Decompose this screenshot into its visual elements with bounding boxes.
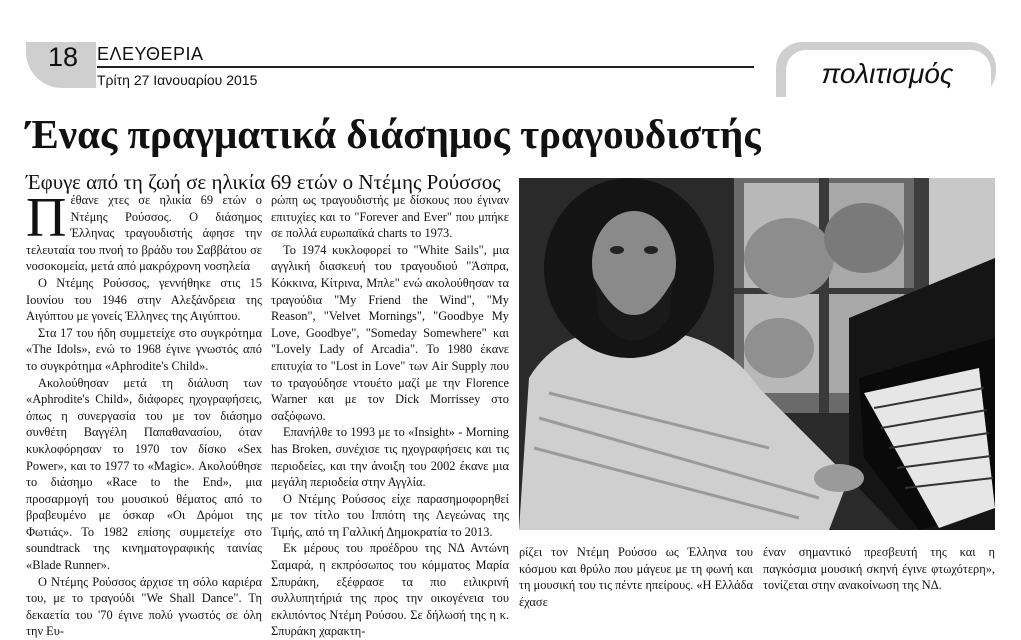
article-photo bbox=[519, 178, 995, 530]
paragraph: Ο Ντέμης Ρούσσος, γεννήθηκε στις 15 Ιουνίου του 1946 στην Αλεξάνδρεια της Αιγύπτου με γονείς Έλληνες της Αιγύπτου. bbox=[26, 275, 262, 324]
section-label: πολιτισμός bbox=[821, 58, 954, 89]
paragraph-text: έθανε χτες σε ηλικία 69 ετών ο Ντέμης Ρούσσος. Ο διάσημος Έλληνας τραγουδιστής άφησε την τελευταία του πνοή το βράδυ του Σαββάτου σε νοσοκομεία, μετά από μακρόχρονη νοσηλεία bbox=[26, 193, 262, 274]
issue-date: Τρίτη 27 Ιανουαρίου 2015 bbox=[97, 72, 258, 88]
paragraph: Επανήλθε το 1993 με το «Insight» - Morning has Broken, συνέχισε τις ηχογραφήσεις και τις περιοδείες, και την άνοιξη του 2002 έκανε μια μεγάλη περιοδεία στην Αγγλία. bbox=[271, 425, 509, 490]
paragraph: Εκ μέρους του προέδρου της ΝΔ Αντώνη Σαμαρά, η εκπρόσωπος του κόμματος Μαρία Σπυράκη, εξέφρασε τα πιο ειλικρινή συλλυπητήριά της προς την οικογένεια του εκλιπόντος Ντέμη Ρούσου. Σε δήλωσή της η κ. Σπυράκη χαρακτη- bbox=[271, 541, 509, 639]
article-column-3 bbox=[519, 544, 753, 610]
paragraph: Στα 17 του ήδη συμμετείχε στο συγκρότημα «The Idols», ενώ το 1968 έγινε γνωστός από το συγκρότημα «Aphrodite's Child». bbox=[26, 325, 262, 373]
article-column-2 bbox=[271, 192, 509, 640]
paragraph: ρίζει τον Ντέμη Ρούσσο ως Έλληνα του κόσμου και θρύλο που μάγευε με τη φωνή και τη μουσική του τις πέντε ηπείρους. «Η Ελλάδα έχασε bbox=[519, 545, 753, 609]
paragraph bbox=[26, 187, 262, 275]
paragraph: ρώπη ως τραγουδιστής με δίσκους που έγιναν επιτυχίες και το "Forever and Ever" που μπήκε σε πολλά ευρωπαϊκά charts το 1973. bbox=[271, 193, 509, 241]
article-column-4 bbox=[763, 544, 995, 594]
drop-cap: Π bbox=[26, 187, 67, 249]
singer-at-piano-photo bbox=[519, 178, 995, 530]
paragraph: Ο Ντέμης Ρούσσος είχε παρασημοφορηθεί με τον τίτλο του Ιππότη της Λεγεώνας της Τιμής, από τη Γαλλική Δημοκρατία το 2013. bbox=[271, 491, 509, 539]
paragraph: Ο Ντέμης Ρούσσος άρχισε τη σόλο καριέρα του, με το τραγούδι "We Shall Dance". Τη δεκαετία του '70 έγινε πολύ γνωστός σε όλη την Ευ- bbox=[26, 574, 262, 639]
newspaper-name: ΕΛΕΥΘΕΡΙΑ bbox=[97, 44, 204, 64]
paragraph: έναν σημαντικό πρεσβευτή της και η παγκόσμια μουσική σκηνή έγινε φτωχότερη», τονίζεται στην ανακοίνωση της ΝΔ. bbox=[763, 545, 995, 593]
paragraph: Το 1974 κυκλοφορεί το "White Sails", μια αγγλική διασκευή του τραγουδιού "Άσπρα, Κόκκινα, Κίτρινα, Μπλε" ενώ ακολούθησαν τα τραγούδια "My Friend the Wind", "My Reason", "Velvet Mornings", "Goodbye My Love, Goodbye", "Someday Somewhere" και "Lovely Lady of Arcadia". Το 1980 έκανε επιτυχία το "Lost in Love" των Air Supply που το τραγούδησε ντουέτο μαζί με την Florence Warner και με τον Dick Morrissey στο σαξόφωνο. bbox=[271, 242, 509, 423]
header-divider bbox=[97, 66, 754, 68]
page-number: 18 bbox=[48, 42, 79, 72]
article-column-1 bbox=[26, 187, 262, 640]
article-subheadline: Έφυγε από τη ζωή σε ηλικία 69 ετών ο Ντέμης Ρούσσος bbox=[26, 170, 501, 194]
article-headline: Ένας πραγματικά διάσημος τραγουδιστής bbox=[26, 111, 761, 157]
paragraph: Ακολούθησαν μετά τη διάλυση των «Aphrodite's Child», διάφορες ηχογραφήσεις, όπως η συνεργασία του με τον διάσημο συνθέτη Βαγγέλη Παπαθανασίου, όταν κυκλοφόρησαν το 1970 τον δίσκο «Sex Power», και το 1977 το «Magic». Ακολούθησε το διάσημο «Race to the End», μια προσαρμογή του μουσικού θέματος από το βραβευμένο με όσκαρ «Οι Δρόμοι της Φωτιάς». Το 1982 επίσης συμμετείχε στο soundtrack της κινηματογραφικής ταινίας «Blade Runner». bbox=[26, 375, 262, 573]
